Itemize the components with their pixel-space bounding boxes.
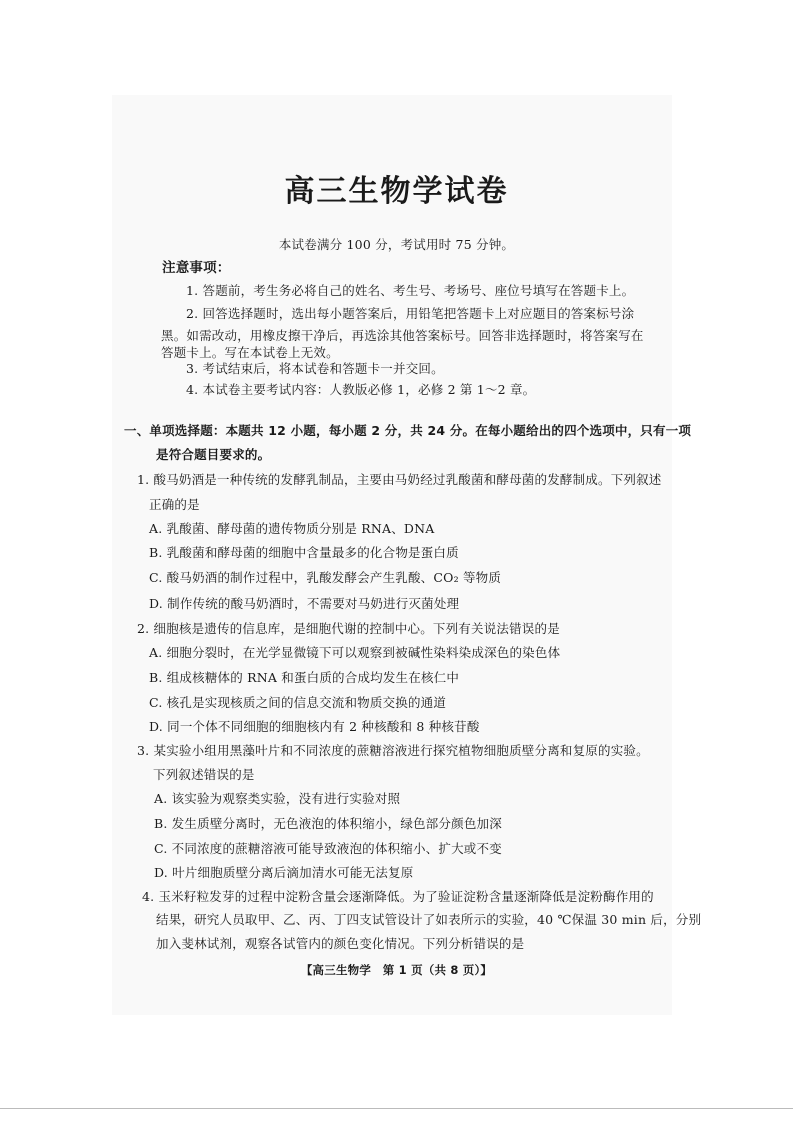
- notice-line: 黑。如需改动，用橡皮擦干净后，再选涂其他答案标号。回答非选择题时，将答案写在: [161, 328, 644, 343]
- option-c: C. 酸马奶酒的制作过程中，乳酸发酵会产生乳酸、CO₂ 等物质: [149, 570, 502, 585]
- option-a: A. 细胞分裂时，在光学显微镜下可以观察到被碱性染料染成深色的染色体: [149, 645, 561, 660]
- page-title: 高三生物学试卷: [284, 174, 509, 209]
- notice-heading: 注意事项：: [162, 260, 231, 276]
- section-heading-cont: 是符合题目要求的。: [156, 447, 271, 462]
- notice-line: 4. 本试卷主要考试内容：人教版必修 1，必修 2 第 1～2 章。: [186, 382, 536, 397]
- divider: [0, 1108, 793, 1109]
- question-stem: 3. 某实验小组用黑藻叶片和不同浓度的蔗糖溶液进行探究植物细胞质壁分离和复原的实验。: [137, 743, 649, 758]
- exam-info: 本试卷满分 100 分，考试用时 75 分钟。: [278, 237, 515, 252]
- option-c: C. 核孔是实现核质之间的信息交流和物质交换的通道: [149, 695, 447, 710]
- option-d: D. 同一个体不同细胞的细胞核内有 2 种核酸和 8 种核苷酸: [149, 719, 480, 734]
- option-d: D. 制作传统的酸马奶酒时，不需要对马奶进行灭菌处理: [149, 596, 460, 611]
- page-footer: 【高三生物学 第 1 页（共 8 页）】: [300, 963, 493, 977]
- notice-line: 2. 回答选择题时，选出每小题答案后，用铅笔把答题卡上对应题目的答案标号涂: [186, 306, 635, 321]
- option-a: A. 该实验为观察类实验，没有进行实验对照: [154, 791, 401, 806]
- notice-line: 答题卡上。写在本试卷上无效。: [161, 345, 339, 360]
- option-a: A. 乳酸菌、酵母菌的遗传物质分别是 RNA、DNA: [149, 521, 435, 536]
- question-stem: 加入斐林试剂，观察各试管内的颜色变化情况。下列分析错误的是: [156, 936, 525, 951]
- option-b: B. 组成核糖体的 RNA 和蛋白质的合成均发生在核仁中: [149, 670, 460, 685]
- question-stem: 4. 玉米籽粒发芽的过程中淀粉含量会逐渐降低。为了验证淀粉含量逐渐降低是淀粉酶作用的: [142, 889, 654, 904]
- option-c: C. 不同浓度的蔗糖溶液可能导致液泡的体积缩小、扩大或不变: [154, 841, 502, 856]
- question-stem: 下列叙述错误的是: [153, 767, 255, 782]
- option-d: D. 叶片细胞质壁分离后滴加清水可能无法复原: [154, 865, 414, 880]
- notice-line: 3. 考试结束后，将本试卷和答题卡一并交回。: [186, 361, 444, 376]
- notice-line: 1. 答题前，考生务必将自己的姓名、考生号、考场号、座位号填写在答题卡上。: [186, 283, 635, 298]
- question-stem: 1. 酸马奶酒是一种传统的发酵乳制品，主要由马奶经过乳酸菌和酵母菌的发酵制成。下列叙述: [137, 472, 662, 487]
- question-stem: 结果，研究人员取甲、乙、丙、丁四支试管设计了如表所示的实验，40 ℃保温 30 min 后，分别: [156, 912, 702, 927]
- option-b: B. 发生质壁分离时，无色液泡的体积缩小，绿色部分颜色加深: [154, 816, 502, 831]
- section-heading: 一、单项选择题：本题共 12 小题，每小题 2 分，共 24 分。在每小题给出的四个选项中，只有一项: [124, 423, 692, 438]
- question-stem: 正确的是: [149, 497, 200, 512]
- question-stem: 2. 细胞核是遗传的信息库，是细胞代谢的控制中心。下列有关说法错误的是: [137, 621, 560, 636]
- option-b: B. 乳酸菌和酵母菌的细胞中含量最多的化合物是蛋白质: [149, 545, 459, 560]
